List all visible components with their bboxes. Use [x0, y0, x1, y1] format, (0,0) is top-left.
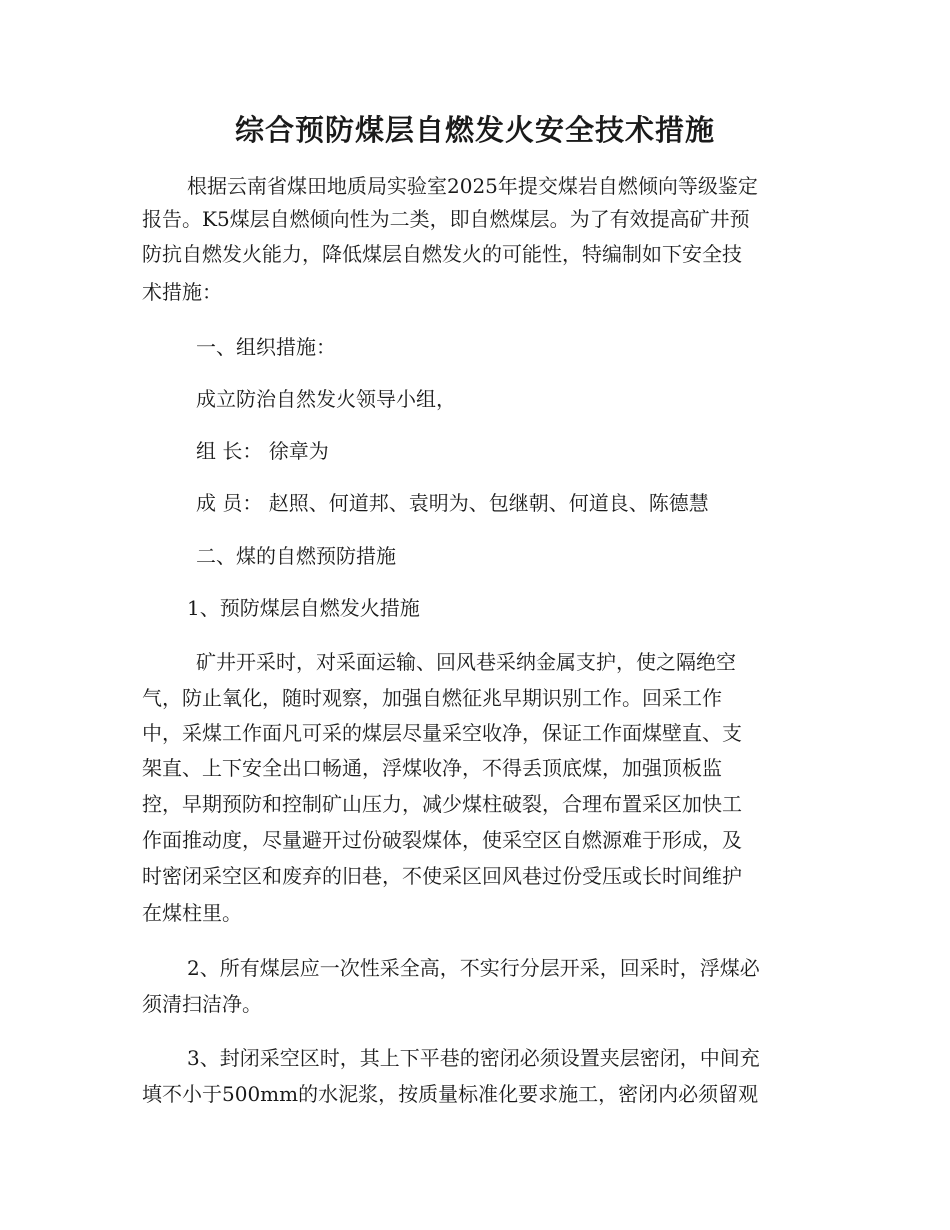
section1-heading: 一、组织措施： — [196, 335, 336, 359]
intro-line-4: 术措施： — [142, 280, 222, 304]
section2-heading: 二、煤的自燃预防措施 — [196, 544, 396, 568]
item1-line-8: 在煤柱里。 — [142, 901, 242, 925]
item2-line-2: 须清扫洁净。 — [142, 992, 262, 1016]
document-title: 综合预防煤层自燃发火安全技术措施 — [234, 113, 715, 147]
item1-line-2: 气，防止氧化，随时观察，加强自燃征兆早期识别工作。回采工作 — [142, 686, 722, 710]
leader-line: 组 长： 徐章为 — [196, 439, 329, 463]
item1-line-6: 作面推动度，尽量避开过份破裂煤体，使采空区自燃源难于形成，及 — [142, 828, 742, 852]
item1-line-7: 时密闭采空区和废弃的旧巷，不使采区回风巷过份受压或长时间维护 — [142, 864, 742, 888]
intro-line-1: 根据云南省煤田地质局实验室2025年提交煤岩自燃倾向等级鉴定 — [187, 174, 758, 198]
intro-line-3: 防抗自燃发火能力，降低煤层自燃发火的可能性，特编制如下安全技 — [142, 242, 742, 266]
item1-heading: 1、预防煤层自燃发火措施 — [187, 596, 420, 620]
intro-line-2: 报告。K5煤层自燃倾向性为二类，即自燃煤层。为了有效提高矿井预 — [142, 207, 750, 231]
item2-line-1: 2、所有煤层应一次性采全高，不实行分层开采，回采时，浮煤必 — [187, 956, 760, 980]
item3-line-2: 填不小于500mm的水泥浆，按质量标准化要求施工，密闭内必须留观 — [142, 1082, 759, 1106]
item1-line-4: 架直、上下安全出口畅通，浮煤收净，不得丢顶底煤，加强顶板监 — [142, 756, 722, 780]
item1-line-5: 控，早期预防和控制矿山压力，减少煤柱破裂，合理布置采区加快工 — [142, 792, 742, 816]
item1-line-3: 中，采煤工作面凡可采的煤层尽量采空收净，保证工作面煤壁直、支 — [142, 721, 742, 745]
item3-line-1: 3、封闭采空区时，其上下平巷的密闭必须设置夹层密闭，中间充 — [187, 1046, 760, 1070]
group-line: 成立防治自然发火领导小组， — [196, 387, 456, 411]
members-line: 成 员： 赵照、何道邦、袁明为、包继朝、何道良、陈德慧 — [196, 491, 709, 515]
item1-line-1: 矿井开采时，对采面运输、回风巷采纳金属支护，使之隔绝空 — [196, 650, 736, 674]
